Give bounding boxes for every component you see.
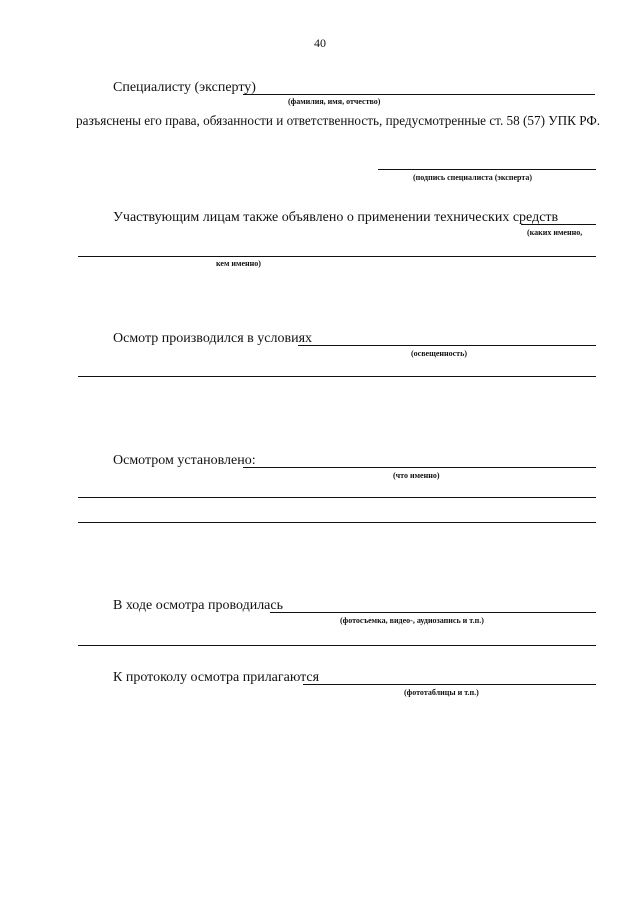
specialist-label: Специалисту (эксперту) xyxy=(113,80,256,95)
technical-means-field-2[interactable] xyxy=(78,256,596,257)
page-number: 40 xyxy=(314,36,326,50)
specialist-name-caption: (фамилия, имя, отчество) xyxy=(288,97,381,106)
conditions-label: Осмотр производился в условиях xyxy=(113,331,313,346)
recording-field[interactable] xyxy=(270,612,596,613)
specialist-signature-field[interactable] xyxy=(378,169,596,170)
technical-means-caption-who: кем именно) xyxy=(216,259,261,268)
recording-label: В ходе осмотра проводилась xyxy=(113,598,283,613)
technical-means-label: Участвующим лицам также объявлено о применении технических средств xyxy=(113,210,559,225)
established-field[interactable] xyxy=(243,467,596,468)
specialist-signature-caption: (подпись специалиста (эксперта) xyxy=(413,173,533,182)
established-label: Осмотром установлено: xyxy=(113,453,256,468)
attachments-caption: (фототаблицы и т.п.) xyxy=(404,688,479,697)
recording-caption: (фотосъемка, видео-, аудиозапись и т.п.) xyxy=(340,616,484,625)
conditions-field[interactable] xyxy=(298,345,596,346)
rights-text: разъяснены его права, обязанности и ответственность, предусмотренные ст. 58 (57) УПК РФ. xyxy=(76,113,601,128)
attachments-field[interactable] xyxy=(303,684,596,685)
established-field-3[interactable] xyxy=(78,522,596,523)
established-caption: (что именно) xyxy=(393,471,440,480)
established-field-2[interactable] xyxy=(78,497,596,498)
technical-means-caption-which: (каких именно, xyxy=(527,228,583,237)
attachments-label: К протоколу осмотра прилагаются xyxy=(113,670,320,685)
conditions-caption: (освещенность) xyxy=(411,349,467,358)
technical-means-field[interactable] xyxy=(521,224,596,225)
conditions-field-2[interactable] xyxy=(78,376,596,377)
specialist-name-field[interactable] xyxy=(243,94,595,95)
recording-field-2[interactable] xyxy=(78,645,596,646)
